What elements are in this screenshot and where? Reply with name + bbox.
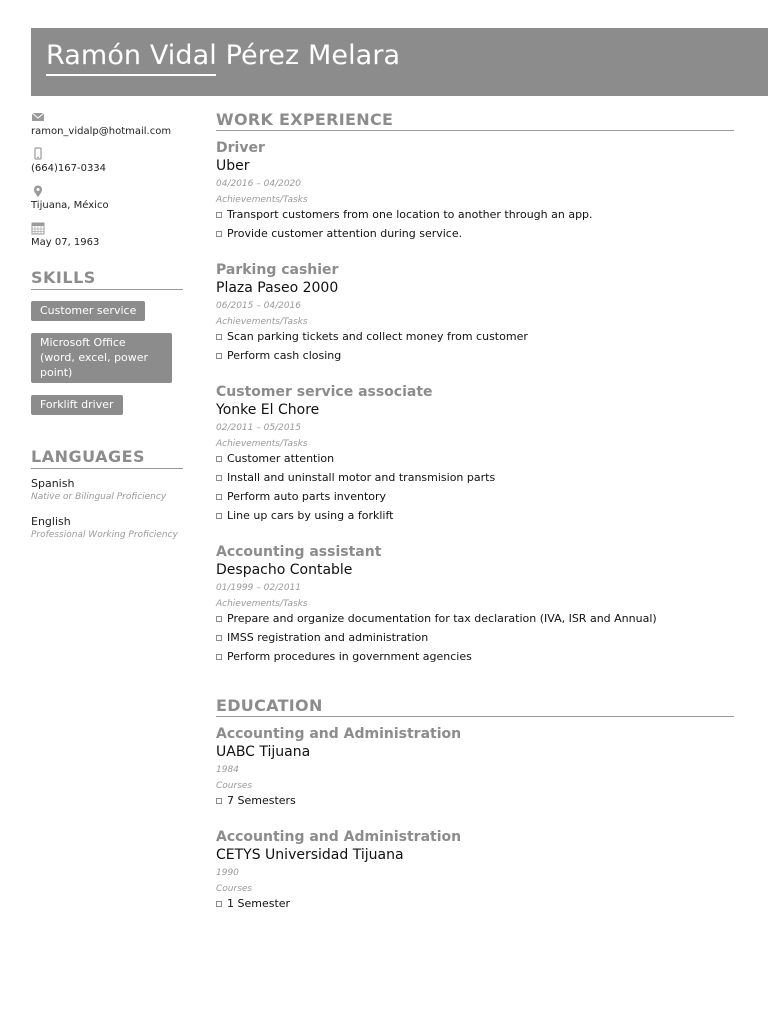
education-subtitle: Courses (216, 781, 253, 791)
task-text: Provide customer attention during service. (227, 227, 463, 240)
envelope-icon (31, 110, 45, 124)
job-company: Yonke El Chore (216, 402, 320, 418)
list-item (216, 349, 734, 363)
job-company: Despacho Contable (216, 562, 353, 578)
work-entry (216, 261, 734, 363)
work-entry (216, 543, 734, 664)
list-item (216, 330, 734, 344)
job-task-list (216, 208, 734, 241)
course-list (216, 897, 734, 911)
skills-heading: SKILLS (31, 268, 183, 290)
education-dates: 1990 (216, 868, 239, 878)
bullet-icon (216, 456, 222, 462)
languages-heading: LANGUAGES (31, 447, 183, 469)
email-text[interactable]: ramon_vidalp@hotmail.com (31, 126, 172, 137)
phone-icon (31, 147, 45, 161)
list-item (216, 509, 734, 523)
main-content (216, 110, 734, 916)
job-dates: 02/2011 – 05/2015 (216, 423, 301, 433)
bullet-icon (216, 798, 222, 804)
work-entry (216, 383, 734, 523)
job-dates: 06/2015 – 04/2016 (216, 301, 301, 311)
calendar-icon (31, 221, 45, 235)
job-company: Uber (216, 158, 250, 174)
bullet-icon (216, 635, 222, 641)
skills-list (31, 290, 183, 415)
education-dates: 1984 (216, 765, 239, 775)
language-level: Native or Bilingual Proficiency (31, 492, 167, 502)
contact-location (31, 184, 183, 212)
task-text: Perform cash closing (227, 349, 342, 362)
degree-title: Accounting and Administration (216, 726, 462, 742)
task-text: Customer attention (227, 452, 335, 465)
task-text: Prepare and organize documentation for tax declaration (IVA, ISR and Annual) (227, 612, 657, 625)
bullet-icon (216, 654, 222, 660)
job-task-list (216, 330, 734, 363)
bullet-icon (216, 231, 222, 237)
contact-email (31, 110, 183, 138)
language-item (31, 477, 183, 503)
education-entry (216, 725, 734, 808)
job-role: Driver (216, 140, 265, 156)
resume-header (31, 28, 768, 96)
job-subtitle: Achievements/Tasks (216, 317, 308, 327)
course-list (216, 794, 734, 808)
job-task-list (216, 452, 734, 523)
education-subtitle: Courses (216, 884, 253, 894)
list-item (216, 227, 734, 241)
skill-tag: Microsoft Office (word, excel, power point) (31, 333, 172, 383)
birthdate-text: May 07, 1963 (31, 237, 100, 248)
list-item (216, 631, 734, 645)
job-role: Parking cashier (216, 262, 339, 278)
bullet-icon (216, 353, 222, 359)
work-experience-heading: WORK EXPERIENCE (216, 110, 734, 131)
language-name: English (31, 515, 71, 528)
map-pin-icon (31, 184, 45, 198)
list-item (216, 612, 734, 626)
bullet-icon (216, 212, 222, 218)
course-text: 1 Semester (227, 897, 291, 910)
name-underline (46, 74, 216, 76)
job-company: Plaza Paseo 2000 (216, 280, 339, 296)
education-entry (216, 828, 734, 911)
task-text: Perform auto parts inventory (227, 490, 387, 503)
language-level: Professional Working Proficiency (31, 530, 178, 540)
education-heading: EDUCATION (216, 696, 734, 717)
job-subtitle: Achievements/Tasks (216, 599, 308, 609)
bullet-icon (216, 494, 222, 500)
bullet-icon (216, 334, 222, 340)
skill-tag: Forklift driver (31, 395, 123, 415)
phone-text[interactable]: (664)167-0334 (31, 163, 107, 174)
course-text: 7 Semesters (227, 794, 296, 807)
language-item (31, 515, 183, 541)
task-text: Perform procedures in government agencies (227, 650, 472, 663)
task-text: Line up cars by using a forklift (227, 509, 394, 522)
task-text: Transport customers from one location to another through an app. (227, 208, 593, 221)
location-text: Tijuana, México (31, 200, 109, 211)
task-text: Install and uninstall motor and transmision parts (227, 471, 496, 484)
contact-birthdate (31, 221, 183, 249)
institution-name: UABC Tijuana (216, 744, 311, 760)
degree-title: Accounting and Administration (216, 829, 462, 845)
bullet-icon (216, 475, 222, 481)
sidebar (31, 110, 183, 541)
list-item (216, 897, 734, 911)
job-dates: 04/2016 – 04/2020 (216, 179, 301, 189)
job-role: Accounting assistant (216, 544, 382, 560)
list-item (216, 794, 734, 808)
list-item (216, 208, 734, 222)
task-text: Scan parking tickets and collect money from customer (227, 330, 528, 343)
contact-phone (31, 147, 183, 175)
job-task-list (216, 612, 734, 664)
list-item (216, 452, 734, 466)
job-subtitle: Achievements/Tasks (216, 195, 308, 205)
job-role: Customer service associate (216, 384, 433, 400)
bullet-icon (216, 513, 222, 519)
bullet-icon (216, 901, 222, 907)
language-name: Spanish (31, 477, 75, 490)
list-item (216, 471, 734, 485)
candidate-name: Ramón Vidal Pérez Melara (46, 40, 401, 71)
job-dates: 01/1999 – 02/2011 (216, 583, 301, 593)
bullet-icon (216, 616, 222, 622)
institution-name: CETYS Universidad Tijuana (216, 847, 404, 863)
skill-tag: Customer service (31, 301, 145, 321)
list-item (216, 490, 734, 504)
work-entry (216, 139, 734, 241)
job-subtitle: Achievements/Tasks (216, 439, 308, 449)
task-text: IMSS registration and administration (227, 631, 429, 644)
list-item (216, 650, 734, 664)
